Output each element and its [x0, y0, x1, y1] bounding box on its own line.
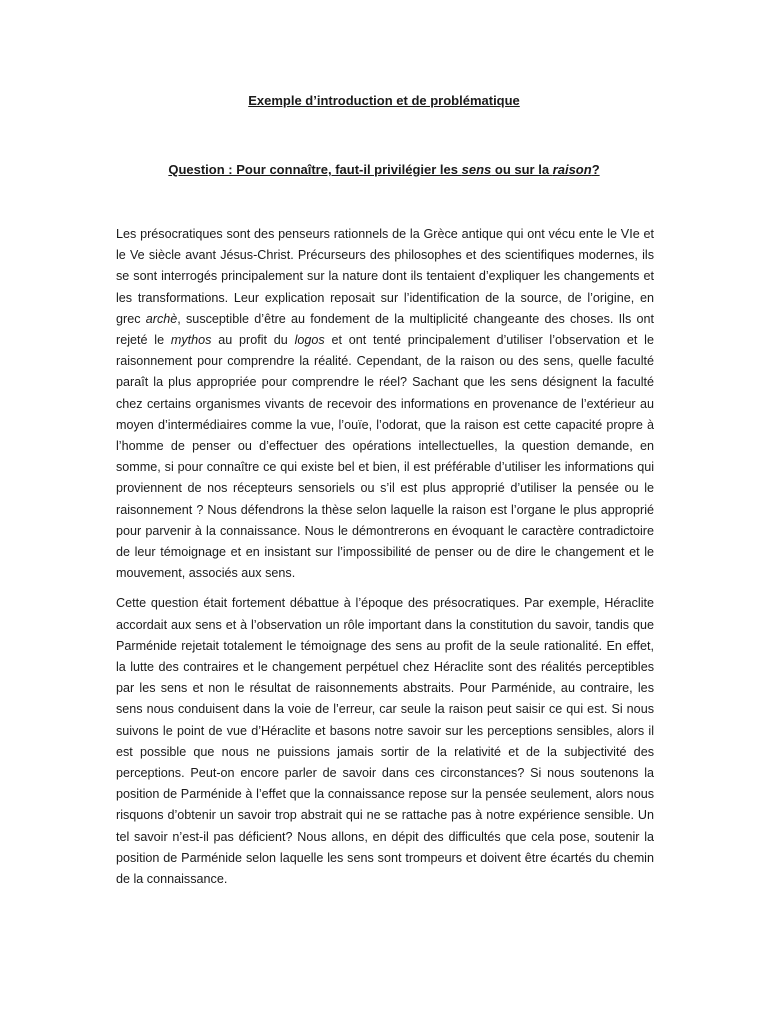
- document-body: [116, 224, 654, 899]
- question-suffix: ?: [591, 162, 600, 177]
- question-word-sens: sens: [461, 162, 492, 177]
- document-title: Exemple d’introduction et de problématique: [248, 93, 520, 108]
- term-mythos: mythos: [170, 333, 212, 348]
- term-arche: archè: [145, 311, 178, 326]
- question-prefix: Question : Pour connaître, faut-il privilégier les: [168, 162, 462, 177]
- paragraph-1-text-1: Les présocratiques sont des penseurs rationnels de la Grèce antique qui ont vécu ente le VIe et le Ve siècle avant Jésus-Christ. Précurseurs des philosophes et des scientifiques modernes, ils se sont interrogés principalement sur la nature dont ils tentaient d’expliquer les changements et les transformations. Leur explication reposait sur l’identification de la source, de l’origine, en grec: [116, 227, 654, 326]
- paragraph-introduction: [116, 224, 654, 584]
- paragraph-1-text-2: , susceptible d’être au fondement de la multiplicité changeante des choses. Ils ont rejeté le: [116, 311, 654, 348]
- paragraph-problematique: Cette question était fortement débattue à l’époque des présocratiques. Par exemple, Héraclite accordait aux sens et à l’observation un rôle important dans la constitution du savoir, tandis que Parménide rejetait totalement le témoignage des sens au profit de la seule rationalité. En effet, la lutte des contraires et le changement perpétuel chez Héraclite sont des réalités perceptibles par les sens et non le résultat de raisonnements abstraits. Pour Parménide, au contraire, les sens nous conduisent dans la voie de l’erreur, car seule la raison peut saisir ce qui est. Si nous suivons le point de vue d’Héraclite et basons notre savoir sur les perceptions sensibles, alors il est possible que nous ne puissions jamais sortir de la relativité et de la subjectivité des perceptions. Peut-on encore parler de savoir dans ces circonstances? Si nous soutenons la position de Parménide à l’effet que la connaissance repose sur la pensée seulement, alors nous risquons d’obtenir un savoir trop abstrait qui ne se rattache pas à notre expérience sensible. Un tel savoir n’est-il pas déficient? Nous allons, en dépit des difficultés que cela pose, soutenir la position de Parménide selon laquelle les sens sont trompeurs et doivent être écartés du chemin de la connaissance.: [116, 596, 654, 887]
- question-word-raison: raison: [552, 162, 592, 177]
- question-middle: ou sur la: [491, 162, 553, 177]
- paragraph-1-text-3: au profit du: [211, 333, 295, 348]
- term-logos: logos: [294, 333, 325, 348]
- question-heading: [0, 161, 768, 179]
- paragraph-1-text-4: et ont tenté principalement d’utiliser l’observation et le raisonnement pour comprendre la réalité. Cependant, de la raison ou des sens, quelle faculté paraît la plus appropriée pour comprendre le réel? Sachant que les sens désignent la faculté chez certains organismes vivants de recevoir des informations en provenance de l’extérieur au moyen d’intermédiaires comme la vue, l’ouïe, l’odorat, que la raison est cette capacité propre à l’homme de penser ou d’effectuer des opérations intellectuelles, la question demande, en somme, si pour connaître ce qui existe bel et bien, il est préférable d’utiliser les informations qui proviennent de nos récepteurs sensoriels ou s’il est plus approprié d’utiliser la pensée ou le raisonnement ? Nous défendrons la thèse selon laquelle la raison est l’organe le plus approprié pour parvenir à la connaissance. Nous le démontrerons en évoquant le caractère contradictoire de leur témoignage et en insistant sur l’impossibilité de penser ou de dire le changement et le mouvement, associés aux sens.: [116, 333, 654, 581]
